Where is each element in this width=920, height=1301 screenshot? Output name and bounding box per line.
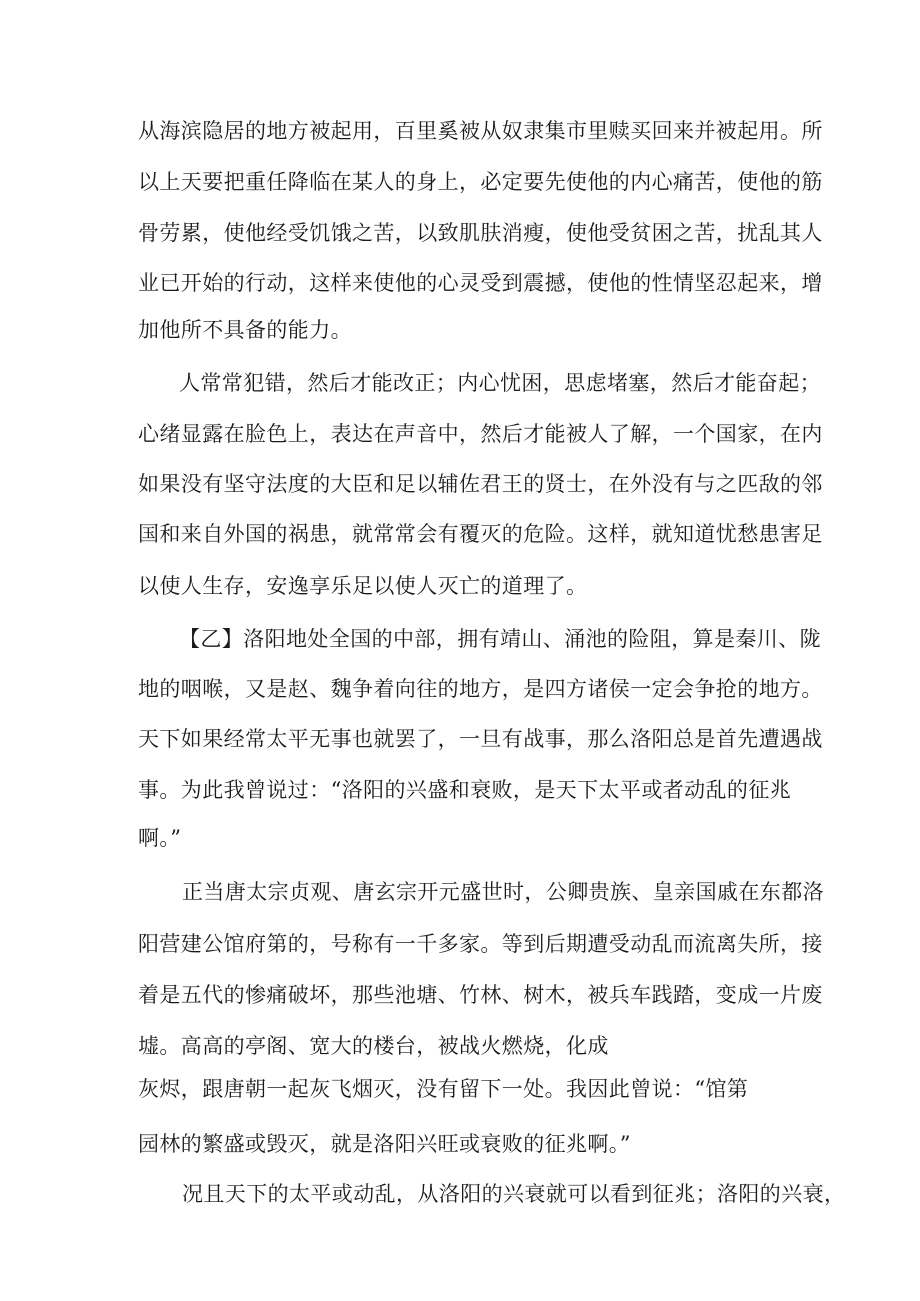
text-line: 从海滨隐居的地方被起用，百里奚被从奴隶集市里赎买回来并被起用。所 [138, 119, 823, 143]
paragraph-first-line: 【乙】洛阳地处全国的中部，拥有靖山、涌池的险阻，算是秦川、陇 [179, 627, 821, 651]
text-line: 园林的繁盛或毁灭，就是洛阳兴旺或衰败的征兆啊。” [138, 1132, 631, 1156]
text-line: 事。为此我曾说过：“洛阳的兴盛和衰败，是天下太平或者动乱的征兆 [138, 778, 792, 802]
text-line: 以使人生存，安逸享乐足以使人灭亡的道理了。 [138, 574, 588, 598]
text-line: 灰烬，跟唐朝一起灰飞烟灭，没有留下一处。我因此曾说：“馆第 [138, 1077, 749, 1101]
paragraph-first-line: 人常常犯错，然后才能改正；内心忧困，思虑堵塞，然后才能奋起； [179, 371, 821, 395]
text-line: 如果没有坚守法度的大臣和足以辅佐君王的贤士，在外没有与之匹敌的邻 [138, 472, 823, 496]
text-line: 国和来自外国的祸患，就常常会有覆灭的危险。这样，就知道忧愁患害足 [138, 522, 823, 546]
text-line: 业已开始的行动，这样来使他的心灵受到震撼，使他的性情坚忍起来，增 [138, 271, 823, 295]
text-line: 骨劳累，使他经受饥饿之苦，以致肌肤消瘦，使他受贫困之苦，扰乱其人 [138, 221, 823, 245]
text-line: 地的咽喉，又是赵、魏争着向往的地方，是四方诸侯一定会争抢的地方。 [138, 677, 823, 701]
text-line: 阳营建公馆府第的，号称有一千多家。等到后期遭受动乱而流离失所，接 [138, 932, 823, 956]
text-line: 天下如果经常太平无事也就罢了，一旦有战事，那么洛阳总是首先遭遇战 [138, 727, 823, 751]
text-line: 以上天要把重任降临在某人的身上，必定要先使他的内心痛苦，使他的筋 [138, 170, 823, 194]
paragraph-first-line: 正当唐太宗贞观、唐玄宗开元盛世时，公卿贵族、皇亲国戚在东都洛 [182, 880, 824, 904]
text-line: 加他所不具备的能力。 [138, 318, 352, 342]
paragraph-first-line: 况且天下的太平或动乱，从洛阳的兴衰就可以看到征兆；洛阳的兴衰， [182, 1182, 846, 1206]
text-line: 墟。高高的亭阁、宽大的楼台，被战火燃烧，化成 [138, 1034, 609, 1058]
text-line: 着是五代的惨痛破坏，那些池塘、竹林、树木，被兵车践踏，变成一片废 [138, 983, 823, 1007]
text-line: 心绪显露在脸色上，表达在声音中，然后才能被人了解，一个国家，在内 [138, 422, 823, 446]
text-line: 啊。” [138, 826, 182, 850]
